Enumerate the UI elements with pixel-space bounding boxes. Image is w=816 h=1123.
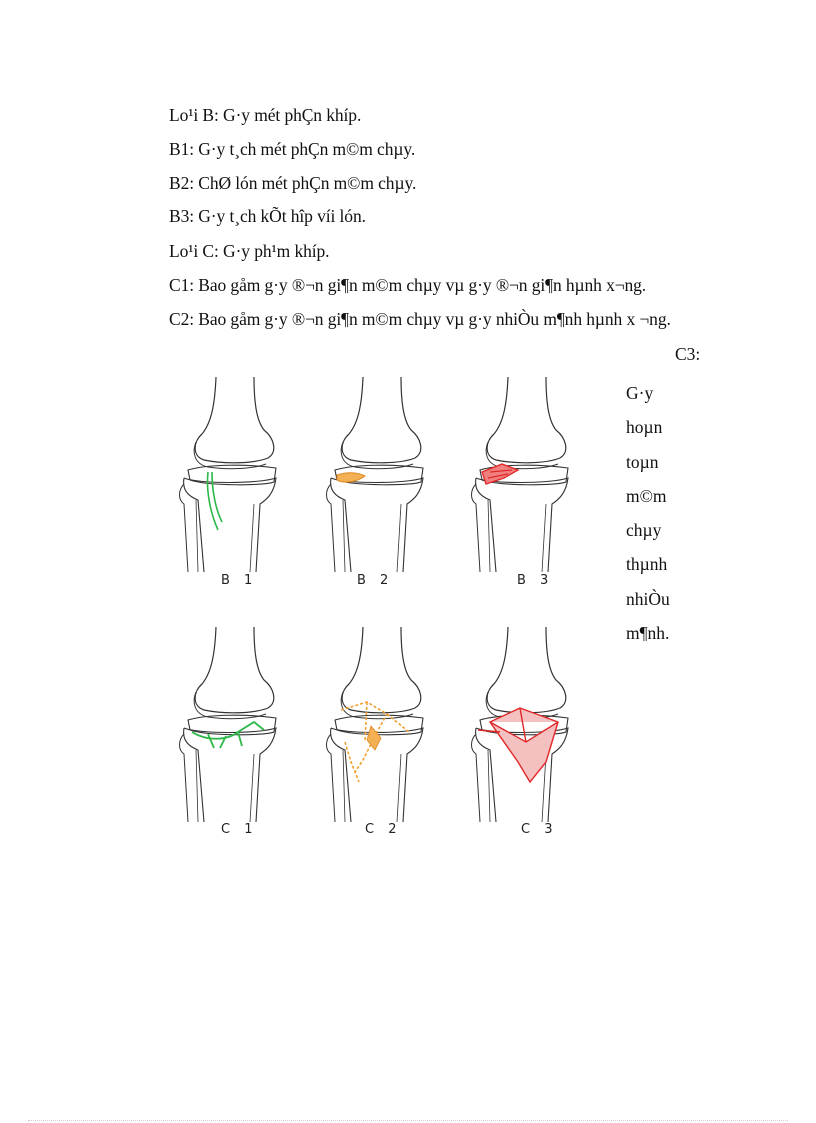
b3-description: B3: G·y t¸ch kÕt hîp víi lón.	[169, 206, 366, 226]
c3-label: C3:	[675, 344, 701, 364]
caption-b1: B 1	[221, 573, 258, 588]
c3-word: m¶nh.	[626, 623, 670, 644]
c3-description	[626, 376, 706, 650]
caption-c1: C 1	[221, 822, 258, 837]
c2-description: C2: Bao gåm g·y ®¬n gi¶n m©m chµy vµ g·y nhiÒu m¶nh hµnh x ¬ng.	[169, 309, 671, 329]
c3-word: nhiÒu	[626, 588, 670, 609]
knee-illustration	[460, 622, 585, 822]
knee-illustration	[315, 622, 440, 822]
c3-word: thµnh	[626, 554, 668, 575]
figure-b2	[315, 372, 440, 577]
c3-word: chµy	[626, 520, 662, 541]
caption-b2: B 2	[357, 573, 394, 588]
c3-word: toµn	[626, 451, 659, 472]
type-b-heading: Lo¹i B: G·y mét phÇn khíp.	[169, 105, 362, 125]
knee-illustration	[168, 372, 293, 572]
caption-c3: C 3	[521, 822, 558, 837]
b1-description: B1: G·y t¸ch mét phÇn m©m chµy.	[169, 139, 416, 159]
figure-c1	[168, 622, 293, 827]
b2-description: B2: ChØ lón mét phÇn m©m chµy.	[169, 173, 417, 193]
caption-c2: C 2	[365, 822, 402, 837]
c3-word: hoµn	[626, 417, 663, 438]
figure-b3	[460, 372, 585, 577]
c3-word: G·y	[626, 383, 654, 403]
figure-c3	[460, 622, 585, 827]
page-bottom-rule	[28, 1120, 788, 1121]
knee-illustration	[168, 622, 293, 822]
figure-c2	[315, 622, 440, 827]
caption-b3: B 3	[517, 573, 554, 588]
knee-illustration	[315, 372, 440, 572]
c1-description: C1: Bao gåm g·y ®¬n gi¶n m©m chµy vµ g·y ®¬n gi¶n hµnh x¬ng.	[169, 275, 647, 295]
figure-b1	[168, 372, 293, 577]
c3-word: m©m	[626, 485, 667, 506]
type-c-heading: Lo¹i C: G·y ph¹m khíp.	[169, 241, 330, 261]
knee-illustration	[460, 372, 585, 572]
